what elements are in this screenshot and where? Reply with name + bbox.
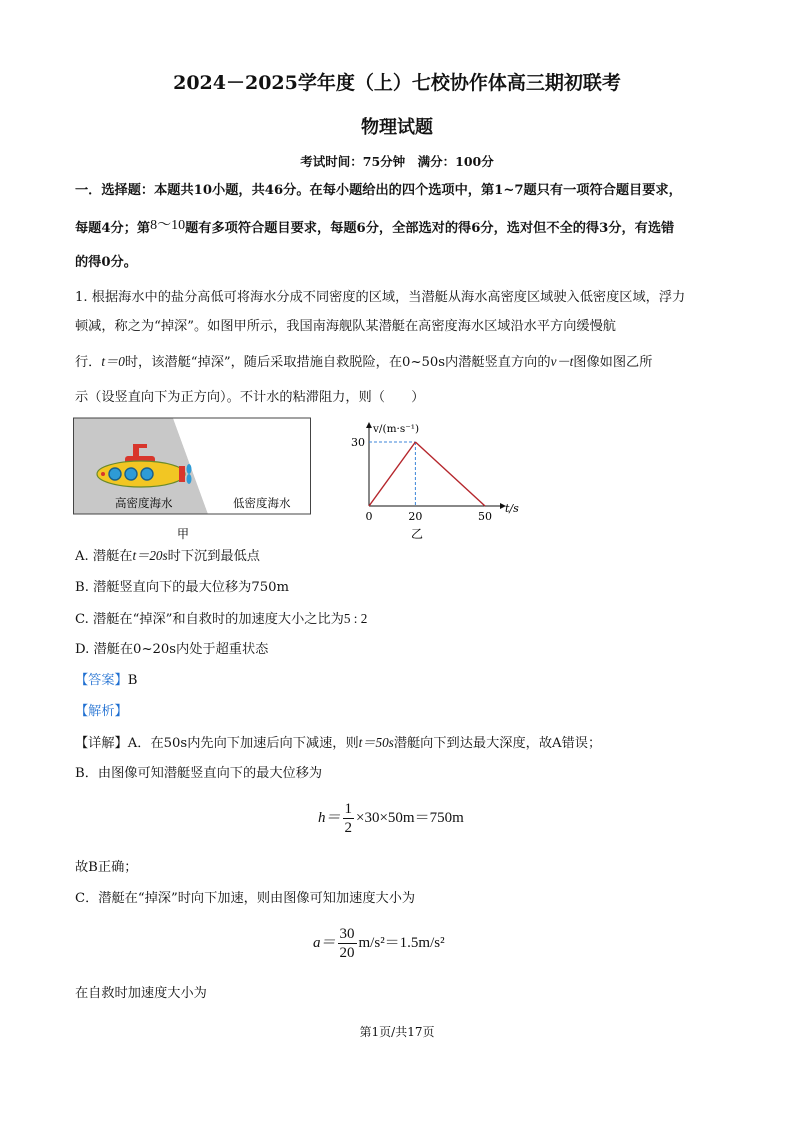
high-density-label: 高密度海水 (115, 496, 173, 510)
series-segment-2 (415, 442, 485, 506)
question-range: 8～10 (150, 218, 186, 233)
answer-line (75, 671, 725, 691)
question-text-4: 示（设竖直向下为正方向）。不计水的粘滞阻力，则（ ） (75, 390, 425, 405)
figure-submarine (73, 416, 313, 544)
t-equals-0: t＝0 (101, 354, 125, 369)
page-title: 2024－2025学年度（上）七校协作体高三期初联考 (173, 72, 621, 94)
detail-label: 【详解】 (75, 736, 128, 751)
y-axis-label: v/(m·s⁻¹) (373, 423, 420, 435)
figure-caption-yi: 乙 (411, 527, 424, 541)
exam-meta: 考试时间：75分钟 满分：100分 (300, 154, 494, 169)
subject-title: 物理试题 (361, 117, 433, 138)
y-tick-label-30: 30 (351, 436, 365, 449)
x-tick-label-50: 50 (478, 510, 492, 523)
option-a: A. 潜艇在t＝20s时下沉到最低点 (75, 548, 260, 564)
section-instructions-2: 每题4分；第8～10题有多项符合题目要求，每题6分，全部选对的得6分，选对但不全的得3分，有选错 (75, 218, 675, 236)
x-axis-label: t/s (505, 502, 519, 515)
x-tick-label-0: 0 (365, 510, 373, 523)
detail-a: 【详解】A．在50s内先向下加速后向下减速，则t＝50s潜艇向下到达最大深度，故A错误； (75, 735, 602, 751)
option-c: C. 潜艇在“掉深”和自救时的加速度大小之比为5 : 2 (75, 611, 368, 627)
answer-label: 【答案】 (75, 673, 128, 688)
formula-acceleration: a＝ $\frac{30}{20}$ m/s²＝1.5m/s² (313, 926, 445, 961)
x-tick-label-20: 20 (408, 510, 423, 523)
question-text-3: 行．t＝0时，该潜艇“掉深”，随后采取措施自救脱险，在0~50s内潜艇竖直方向的v－t图像如图乙所 (75, 354, 653, 370)
detail-c: C．潜艇在“掉深”时向下加速，则由图像可知加速度大小为 (75, 891, 416, 906)
option-b: B. 潜艇竖直向下的最大位移为750m (75, 580, 289, 595)
question-text-2: 顿减，称之为“掉深”。如图甲所示，我国南海舰队某潜艇在高密度海水区域沿水平方向缓慢航 (75, 319, 616, 334)
figure-caption-jia: 甲 (177, 527, 190, 541)
low-density-label: 低密度海水 (233, 496, 291, 510)
v-t-label: v－t (550, 354, 574, 369)
option-d: D. 潜艇在0~20s内处于超重状态 (75, 642, 269, 657)
section-instructions-3: 的得0分。 (75, 255, 137, 270)
detail-b: B．由图像可知潜艇竖直向下的最大位移为 (75, 766, 323, 781)
series-segment-1 (369, 442, 415, 506)
question-text-1: 1. 根据海水中的盐分高低可将海水分成不同密度的区域，当潜艇从海水高密度区域驶入低密度区域，浮力 (75, 290, 686, 305)
answer-value: B (127, 673, 138, 688)
formula-displacement: h＝ $\frac{1}{2}$ ×30×50m＝750m (318, 801, 464, 836)
detail-c-next: 在自救时加速度大小为 (75, 986, 207, 1001)
figure-vt-chart (345, 418, 525, 542)
analysis-label: 【解析】 (75, 704, 128, 719)
page-footer: 第1页/共17页 (359, 1025, 435, 1039)
detail-b-conclusion: 故B正确； (75, 860, 138, 875)
section-instructions-1: 一．选择题：本题共10小题，共46分。在每小题给出的四个选项中，第1~7题只有一项符合题目要求， (75, 183, 682, 198)
